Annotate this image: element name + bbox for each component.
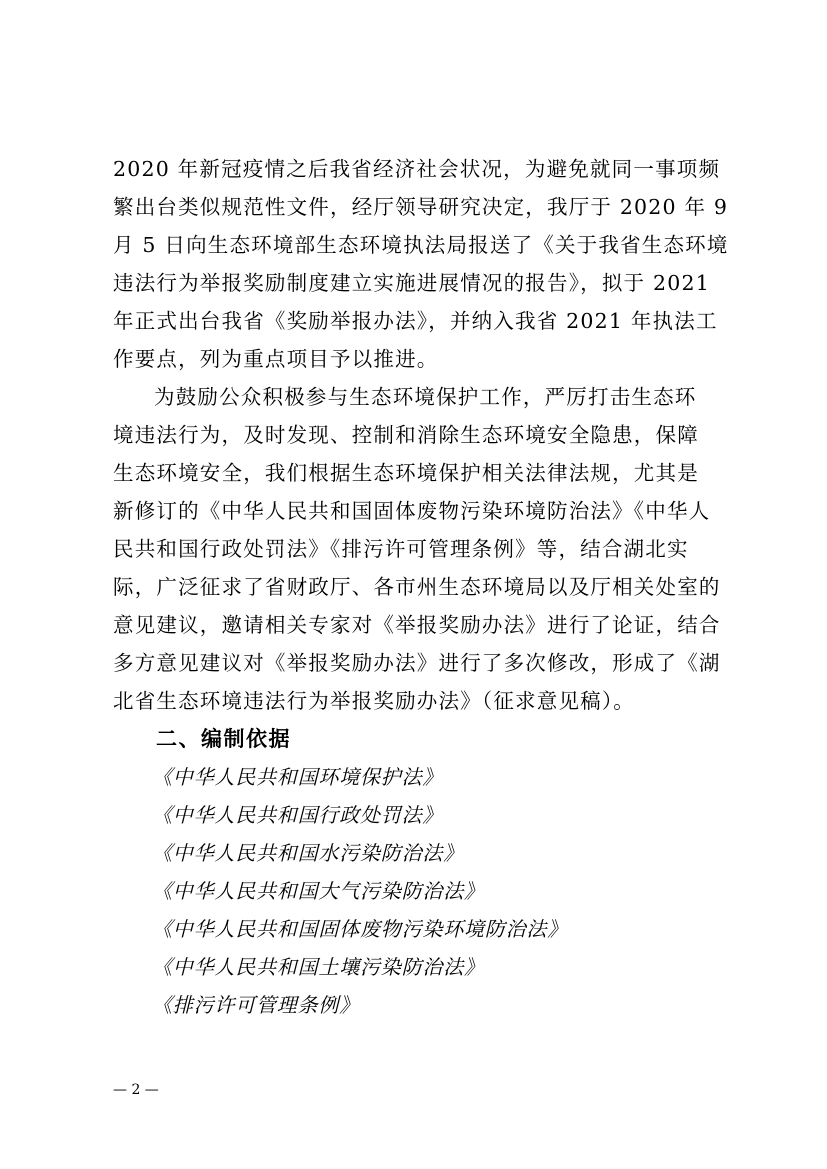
paragraph2-line-9: 北省生态环境违法行为举报奖励办法》（征求意见稿）。 [113, 689, 635, 713]
law-item: 《中华人民共和国行政处罚法》 [152, 803, 444, 827]
paragraph1-line-3: 月 5 日向生态环境部生态环境执法局报送了《关于我省生态环境 [113, 233, 729, 257]
paragraph1-line-6: 作要点，列为重点项目予以推进。 [113, 347, 439, 371]
paragraph2-line-6: 际，广泛征求了省财政厅、各市州生态环境局以及厅相关处室的 [113, 575, 721, 599]
paragraph1-line-1: 2020 年新冠疫情之后我省经济社会状况，为避免就同一事项频 [113, 157, 721, 181]
paragraph1-line-4: 违法行为举报奖励制度建立实施进展情况的报告》，拟于 2021 [113, 271, 710, 295]
paragraph2-line-7: 意见建议，邀请相关专家对《举报奖励办法》进行了论证，结合 [113, 613, 721, 637]
law-item: 《中华人民共和国大气污染防治法》 [152, 879, 485, 903]
paragraph2-line-1: 为鼓励公众积极参与生态环境保护工作，严厉打击生态环 [154, 385, 697, 409]
law-item: 《中华人民共和国环境保护法》 [152, 765, 444, 789]
paragraph2-line-4: 新修订的《中华人民共和国固体废物污染环境防治法》《中华人 [113, 499, 711, 523]
section-heading: 二、编制依据 [156, 727, 291, 751]
law-item: 《中华人民共和国固体废物污染环境防治法》 [152, 917, 568, 941]
law-item: 《排污许可管理条例》 [152, 993, 360, 1017]
page-number: — 2 — [113, 1082, 159, 1098]
paragraph2-line-8: 多方意见建议对《举报奖励办法》进行了多次修改，形成了《湖 [113, 651, 721, 675]
law-item: 《中华人民共和国土壤污染防治法》 [152, 955, 485, 979]
paragraph1-line-5: 年正式出台我省《奖励举报办法》，并纳入我省 2021 年执法工 [113, 309, 718, 333]
paragraph2-line-2: 境违法行为，及时发现、控制和消除生态环境安全隐患，保障 [113, 423, 699, 447]
paragraph2-line-3: 生态环境安全，我们根据生态环境保护相关法律法规，尤其是 [113, 461, 699, 485]
paragraph1-line-2: 繁出台类似规范性文件，经厅领导研究决定，我厅于 2020 年 9 [113, 195, 729, 219]
paragraph2-line-5: 民共和国行政处罚法》《排污许可管理条例》等，结合湖北实 [113, 537, 689, 561]
law-item: 《中华人民共和国水污染防治法》 [152, 841, 464, 865]
